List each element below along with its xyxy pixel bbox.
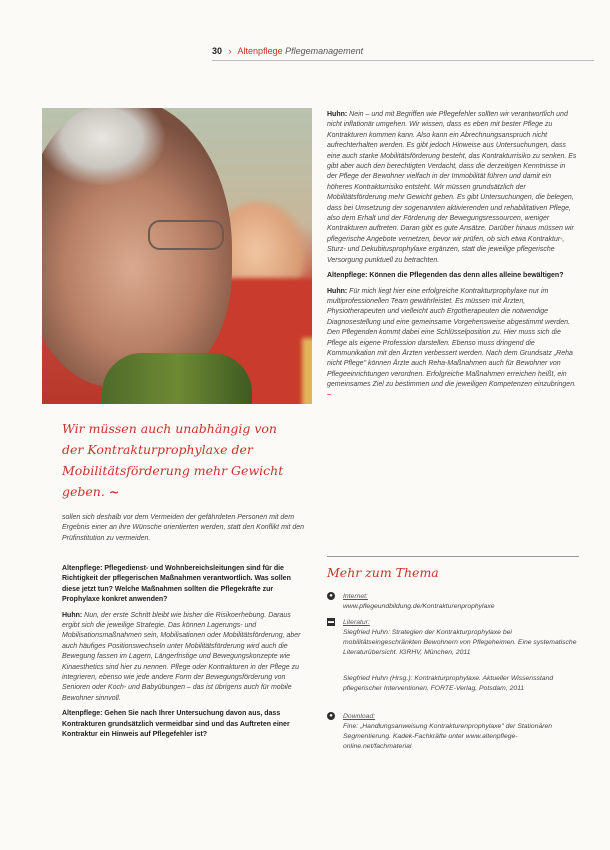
answer-label: Huhn:: [327, 111, 348, 118]
article-photo: [42, 108, 312, 404]
photo-green-scarf: [102, 353, 252, 404]
end-mark-icon: ~: [108, 484, 120, 499]
more-item-link[interactable]: Fine: „Handlungsanweisung Kontrakturenprophylaxe" der Stationären Segmentierung. Kadek-Fachkräfte unter www.altenpflege-online.net/fachmaterial: [343, 723, 553, 750]
book-icon: ▬: [328, 619, 334, 625]
more-item-label: Download:: [343, 713, 376, 720]
left-column-continuation: [62, 513, 310, 549]
answer-label: Huhn:: [327, 287, 348, 295]
more-item-text: Siegfried Huhn (Hrsg.): Kontrakturprophylaxe. Aktueller Wissensstand pflegerischer Interventionen. FORTE-Verlag, Potsdam, 2011: [343, 675, 554, 692]
answer-text: Nein – und mit Begriffen wie Pflegefehler sollten wir verantwortlich und nicht inflationär umgehen. Wir wissen, dass es eben mit bester Pflege zu Kontrakturen kommen kann. Also kann ein Abrechnungsanspruch nicht aufrechterhalten werden. Es gibt jedoch Hinweise aus Untersuchungen, dass eine auch starke Mobilitätsförderung besteht, das Kontrakturrisiko zu senken. Es gibt aber auch den berechtigten Verdacht, dass die derzeitigen Kenntnisse in der Pflege der Bewohner vielfach in der Immobilität führen und damit ein höheres Kontrakturrisiko entsteht. Wir müssen grundsätzlich der Mobilitätsförderung mehr Gewicht geben. Es gibt Untersuchungen, die belegen, dass bei Umsetzung der sogenannten aktivierenden und rehabilitativen Pflege, also dem Erhalt und der Förderung der Bewegungsressourcen, weniger Kontrakturen auftreten. Daran gibt es gute Ansätze. Darüber hinaus müssen wir pflegerische Angebote vernetzen, bevor wir prüfen, ob sich etwa Kontraktur-, Sturz- und Dekubitusprophylaxe ergänzen, statt die jeweilige pflegerische Versorgung punktuell zu betrachten.: [327, 111, 577, 264]
download-icon: ●: [327, 712, 335, 720]
photo-glasses: [148, 220, 224, 250]
interview-answer: [62, 611, 310, 705]
more-item-text: Siegfried Huhn: Strategien der Kontrakturprophylaxe bei mobilitätseingeschränkten Bewohnern von Pflegeheimen. Eine systematische Literaturübersicht. IGRHV, München, 2011: [343, 629, 577, 656]
photo-collar: [302, 338, 312, 404]
answer-text: Nun, der erste Schritt bleibt wie bisher die Risikoerhebung. Daraus ergibt sich die jeweilige Strategie. Das können Lagerungs- und Mobilisationsmaßnahmen sein, Mobilisationen oder Mobilitätsförderung, aber auch häufiges Positionswechseln unter Mobilitätsförderung wird auch die Bewegung fassen im Lagern, Längerfristige und Bewegungskonzepte wie Kinaesthetics sind hier zu nennen. Pflege oder Kontrakturen in der Pflege zu integrieren, ebenso wie jede andere Form der Bewegungsförderung von Senioren oder Koch- und Babyübungen – das ist übrigens auch für mobile Bewohner sinnvoll.: [62, 611, 301, 702]
header-divider: [212, 60, 594, 61]
end-mark-icon: ~: [327, 391, 332, 399]
header-separator: ›: [228, 46, 232, 56]
interview-answer: [327, 287, 577, 401]
more-divider: [327, 556, 579, 557]
page-number: 30: [212, 46, 223, 56]
more-item-download: [327, 712, 577, 752]
more-item-internet: [327, 592, 577, 612]
left-column: [62, 564, 310, 746]
more-item-literature-2: [327, 674, 577, 694]
more-item-link[interactable]: www.pflegeundbildung.de/Kontrakturenprophylaxe: [343, 603, 495, 610]
answer-label: Huhn:: [62, 611, 83, 619]
interview-answer: [327, 110, 577, 266]
running-header: [212, 46, 363, 56]
header-section: Altenpflege: [237, 46, 283, 56]
interview-question: Altenpflege: Pflegedienst- und Wohnbereichsleitungen sind für die Richtigkeit der pflegerischen Maßnahmen verantwortlich. Was sollen diese jetzt tun? Welche Maßnahmen sollten die Pflegekräfte zur Prophylaxe konkret anwenden?: [62, 565, 291, 604]
more-title: Mehr zum Thema: [327, 565, 439, 580]
interview-question: Altenpflege: Gehen Sie nach Ihrer Untersuchung davon aus, dass Kontrakturen grundsätzlich vermeidbar sind und das Auftreten einer Kontraktur ein Hinweis auf Pflegefehler ist?: [62, 710, 290, 739]
globe-icon: ●: [327, 592, 335, 600]
header-subsection: Pflegemanagement: [285, 46, 364, 56]
interview-question: Altenpflege: Können die Pflegenden das denn alles alleine bewältigen?: [327, 272, 564, 280]
answer-text: Für mich liegt hier eine erfolgreiche Kontrakturprophylaxe nur im multiprofessionellen Team gewährleistet. Es müssen mit Ärzten, Physiotherapeuten und vielleicht auch Ergotherapeuten die notwendige Diagnosestellung und eine gemeinsame Vorgehensweise abgestimmt werden. Den Pflegenden kommt dabei eine Schlüsselposition zu. Hier muss sich die Pflege als eigene Profession darstellen. Ebenso muss dringend die Kommunikation mit den Ärzten verbessert werden. Nach dem Grundsatz „Reha nicht Pflege" können Ärzte auch Reha-Maßnahmen auch für Bewohner von Pflegeeinrichtungen verordnen. Erfolgreiche Maßnahmen erreichen heißt, ein gemeinsames Ziel zu bestimmen und die jeweiligen Kompetenzen einzubringen.: [327, 287, 577, 389]
pull-quote: [62, 418, 302, 502]
more-item-label: Internet:: [343, 593, 368, 600]
continuation-paragraph: sollen sich deshalb vor dem Vermeiden der gefährdeten Personen mit dem Ergebnis einer an ihre Wünsche orientierten werden, statt den Konflikt mit den Prüfinstitution zu vermeiden.: [62, 514, 305, 542]
right-column: [327, 110, 577, 406]
more-item-literature: [327, 618, 577, 658]
pull-quote-text: Wir müssen auch unabhängig von der Kontrakturprophylaxe der Mobilitätsförderung mehr Gewicht geben.: [62, 421, 284, 499]
more-item-label: Literatur:: [343, 619, 370, 626]
